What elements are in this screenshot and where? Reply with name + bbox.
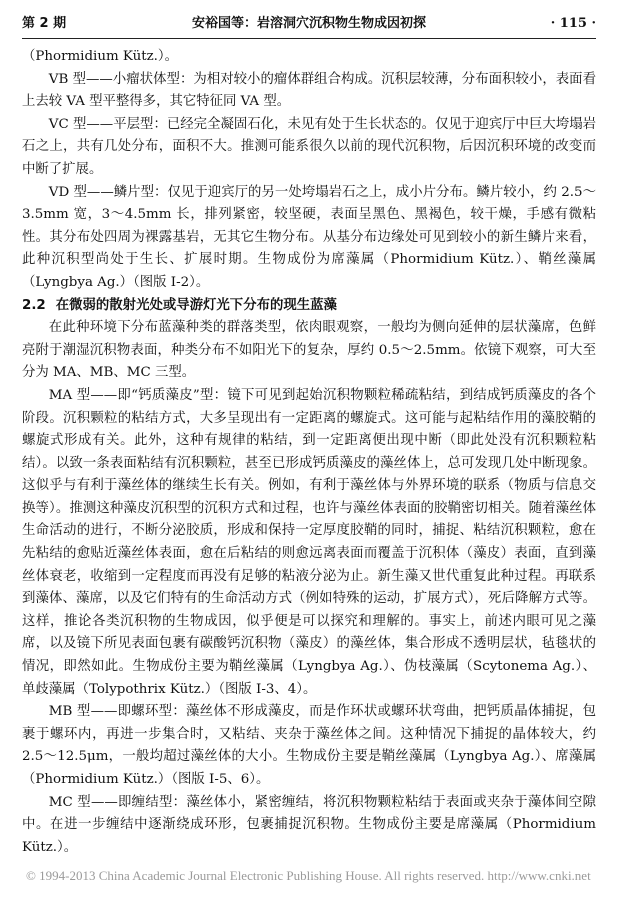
section-number: 2.2 <box>22 297 46 313</box>
page-number: · 115 · <box>550 16 596 31</box>
article-body <box>22 46 596 859</box>
paragraph-mc-type: MC 型——即缠结型：藻丝体小，紧密缠结，将沉积物颗粒粘结于表面或夹杂于藻体间空隙中。在进一步缠结中逐渐绕成环形，包裹捕捉沉积物。生物成份主要是席藻属（Phormidium Kütz.）。 <box>22 794 596 855</box>
section-title: 在微弱的散射光处或导游灯光下分布的现生蓝藻 <box>55 297 337 313</box>
issue-label: 第 2 期 <box>22 16 67 31</box>
section-heading-2-2 <box>22 295 596 318</box>
paragraph-ma-type: MA 型——即“钙质藻皮”型：镜下可见到起始沉积物颗粒稀疏粘结，到结成钙质藻皮的各个阶段。沉积颗粒的粘结方式，大多呈现出有一定距离的螺旋式。这可能与起粘结作用的藻胶鞘的螺旋式形成有关。此外，这种有规律的粘结，到一定距离便出现中断（即此处没有沉积颗粒粘结）。以致一条表面粘结有沉积颗粒，甚至已形成钙质藻皮的藻丝体上，总可发现几处中断现象。这似乎与有利于藻丝体的继续生长有关。例如，有利于藻丝体与外界环境的联系（物质与信息交换等）。推测这种藻皮沉积型的沉积方式和过程，也许与藻丝体表面的胶鞘密切相关。随着藻丝体生命活动的进行，不断分泌胶质，形成和保持一定厚度胶鞘的同时，捕捉、粘结沉积颗粒，愈在先粘结的愈贴近藻丝体表面，愈在后粘结的则愈远离表面而覆盖于沉积体（藻皮）表面，直到藻丝体衰老，收缩到一定程度而再没有足够的粘液分泌为止。新生藻又世代重复此种过程。再联系到藻体、藻席，以及它们特有的生命活动方式（例如特殊的运动，扩展方式），死后降解方式等。这样，推论各类沉积物的生物成因，似乎便是可以探究和理解的。事实上，前述内眼可见之藻席，以及镜下所见表面包裹有碳酸钙沉积物（藻皮）的藻丝体，集合形成不透明层状，毡毯状的情况，即然如此。生物成份主要为鞘丝藻属（Lyngbya Ag.）、伪枝藻属（Scytonema Ag.）、单歧藻属（Tolypothrix Kütz.）（图版 I-3、4）。 <box>22 387 596 697</box>
running-header <box>22 14 596 39</box>
paragraph-continuation: （Phormidium Kütz.）。 <box>22 49 179 64</box>
paragraph-vd-type: VD 型——鳞片型：仅见于迎宾厅的另一处垮塌岩石之上，成小片分布。鳞片较小，约 2.5～3.5mm 宽，3～4.5mm 长，排列紧密，较坚硬，表面呈黑色、黑褐色，较干燥，手感有微粘性。其分布处四周为裸露基岩，无其它生物分布。从基分布边缘处可见到较小的新生鳞片来看，此种沉积型尚处于生长、扩展时期。生物成份为席藻属（Phormidium Kütz.）、鞘丝藻属（Lyngbya Ag.）（图版 I-2）。 <box>22 184 596 290</box>
paragraph-vb-type: VB 型——小瘤状体型：为相对较小的瘤体群组合构成。沉积层较薄，分布面积较小，表面看上去较 VA 型平整得多，其它特征同 VA 型。 <box>22 71 596 110</box>
running-title: 安裕国等：岩溶洞穴沉积物生物成因初探 <box>191 16 426 31</box>
paragraph-mb-type: MB 型——即螺环型：藻丝体不形成藻皮，而是作环状或螺环状弯曲，把钙质晶体捕捉，包裹于螺环内，再进一步集合时，又粘结、夹杂于藻丝体之间。这种情况下捕捉的晶体较大，约 2.5～12.5μm，一般均超过藻丝体的大小。生物成份主要是鞘丝藻属（Lyngbya Ag.）、席藻属（Phormidium Kütz.）（图版 I-5、6）。 <box>22 704 596 787</box>
paragraph-intro: 在此种环境下分布蓝藻种类的群落类型，依肉眼观察，一般均为侧向延伸的层状藻席，色鲜亮附于潮湿沉积物表面，种类分布不如阳光下的复杂，厚约 0.5～2.5mm。依镜下观察，可大至分为 MA、MB、MC 三型。 <box>22 320 596 381</box>
copyright-footer: © 1994-2013 China Academic Journal Electronic Publishing House. All rights reserved. http://www.cnki.net <box>26 868 591 883</box>
paragraph-vc-type: VC 型——平层型：已经完全凝固石化，未见有处于生长状态的。仅见于迎宾厅中巨大垮塌岩石之上，共有几处分布，面积不大。推测可能系很久以前的现代沉积物，后因沉积环境的改变而中断了扩展。 <box>22 116 596 177</box>
